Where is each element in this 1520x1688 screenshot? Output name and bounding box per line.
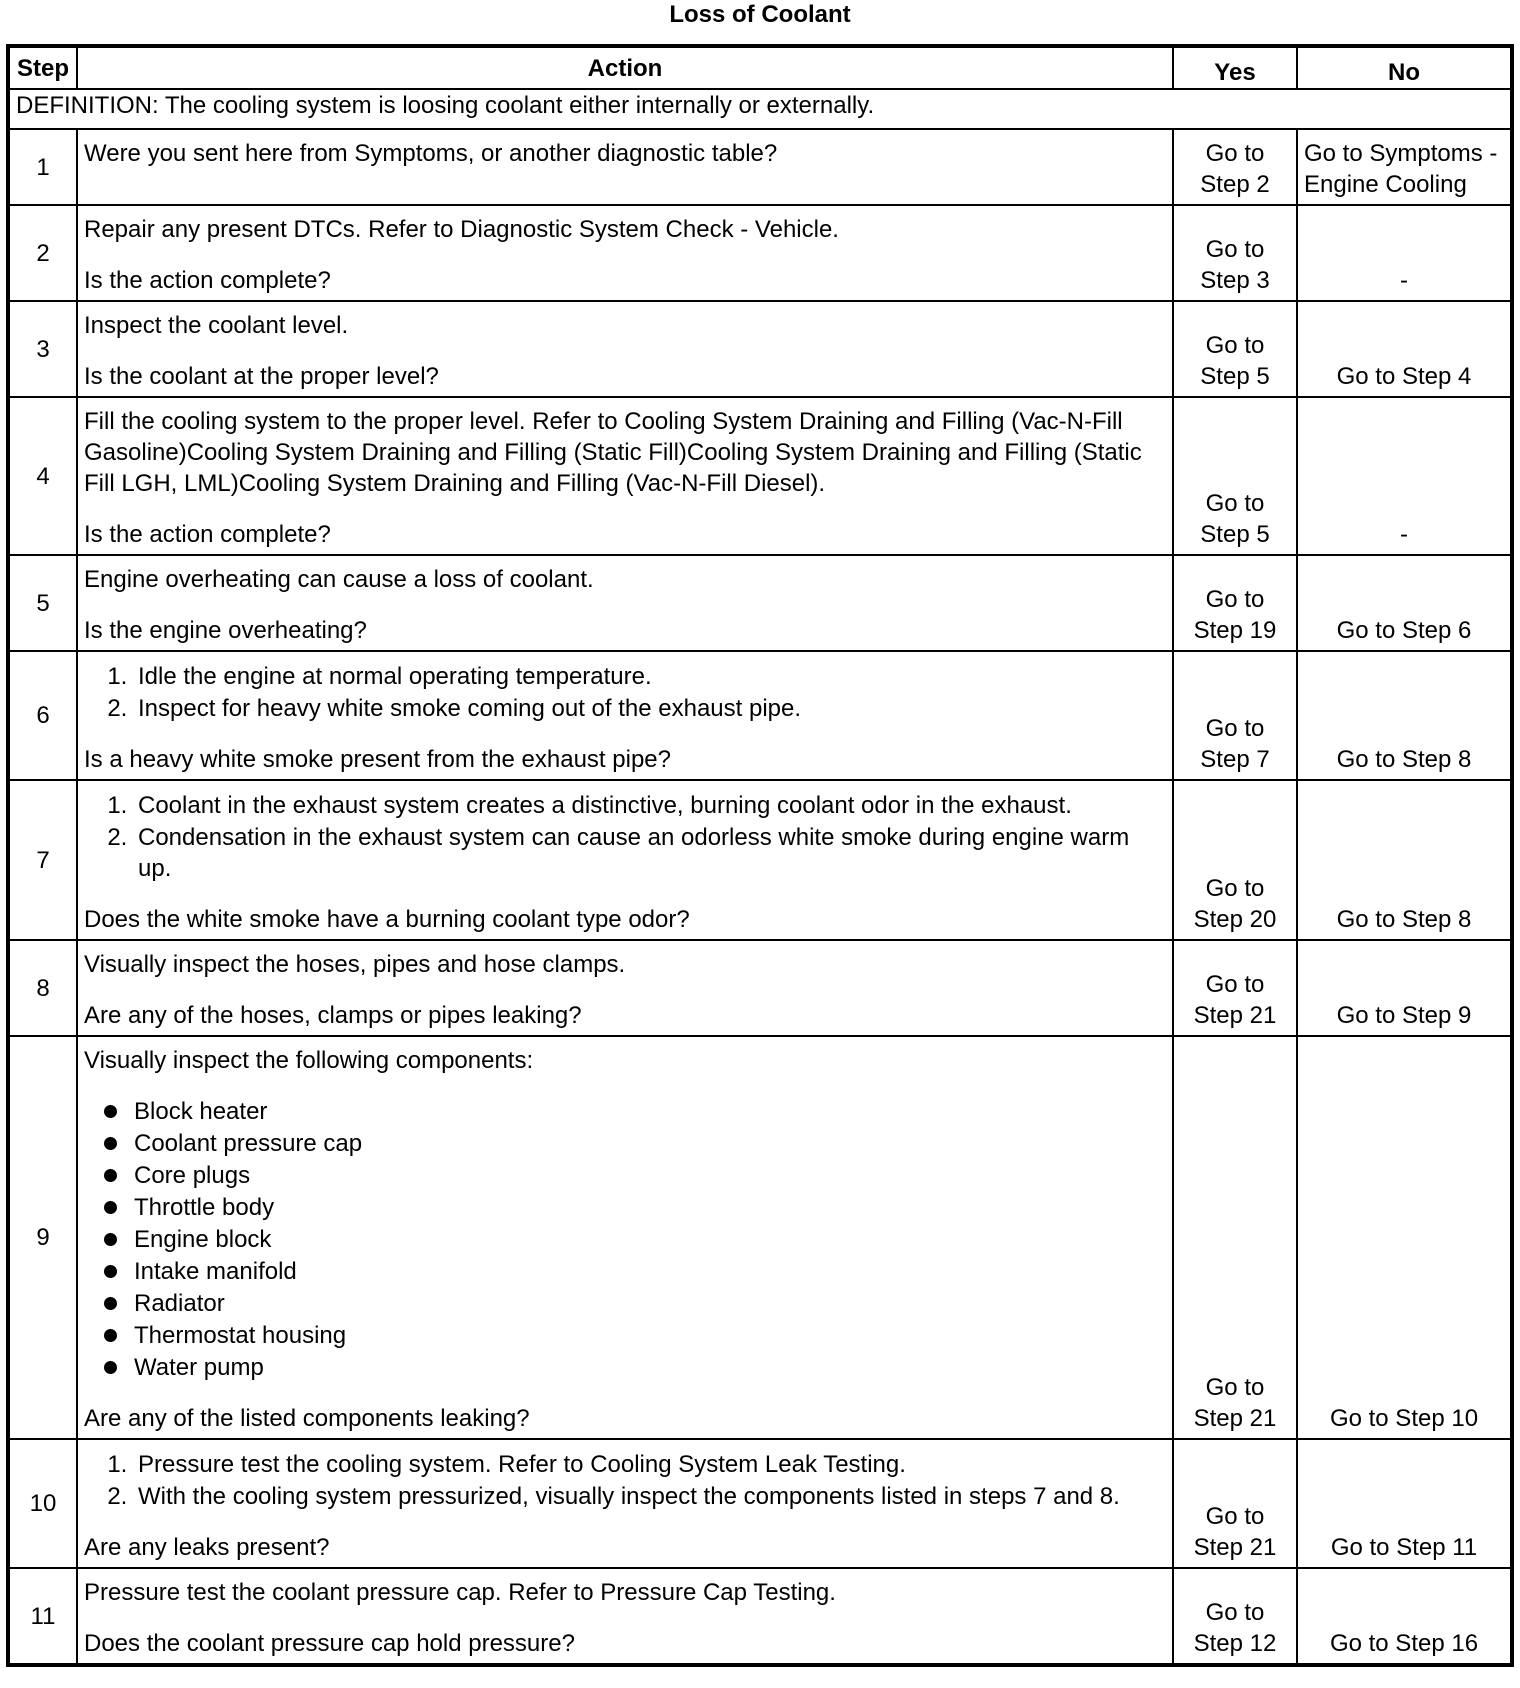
action-question: Are any leaks present? xyxy=(84,1534,330,1561)
page-title: Loss of Coolant xyxy=(669,1,851,28)
action-text: Visually inspect the hoses, pipes and hose clamps. xyxy=(84,951,626,978)
table-row xyxy=(8,301,1512,397)
action-text: Engine overheating can cause a loss of coolant. xyxy=(84,566,594,593)
list-item: Block heater xyxy=(134,1096,1166,1127)
action-cell xyxy=(77,1439,1173,1568)
no-cell: Go to Step 9 xyxy=(1297,940,1512,1036)
step-number: 7 xyxy=(8,780,77,940)
action-question: Does the coolant pressure cap hold pressure? xyxy=(84,1630,575,1657)
action-cell xyxy=(77,555,1173,651)
step-number: 3 xyxy=(8,301,77,397)
list-item: Intake manifold xyxy=(134,1256,1166,1287)
action-question: Are any of the listed components leaking? xyxy=(84,1405,530,1432)
action-question: Is the action complete? xyxy=(84,267,331,294)
action-question: Does the white smoke have a burning coolant type odor? xyxy=(84,906,690,933)
table-row xyxy=(8,780,1512,940)
step-number: 6 xyxy=(8,651,77,780)
step-number: 9 xyxy=(8,1036,77,1439)
action-text: Pressure test the coolant pressure cap. Refer to Pressure Cap Testing. xyxy=(84,1579,836,1606)
action-cell xyxy=(77,780,1173,940)
action-text: Inspect the coolant level. xyxy=(84,312,349,339)
yes-cell: Go to Step 21 xyxy=(1173,1439,1297,1568)
yes-cell: Go to Step 5 xyxy=(1173,301,1297,397)
yes-cell: Go to Step 12 xyxy=(1173,1568,1297,1665)
action-question: Are any of the hoses, clamps or pipes leaking? xyxy=(84,1002,582,1029)
definition-text: DEFINITION: The cooling system is loosing coolant either internally or externally. xyxy=(8,89,1512,129)
table-row xyxy=(8,1568,1512,1665)
header-action: Action xyxy=(77,46,1173,89)
action-text: Fill the cooling system to the proper level. Refer to Cooling System Draining and Filling (Vac-N-Fill Gasoline)Cooling System Draining and Filling (Static Fill)Cooling System Draining and Filling (Static Fill LGH, LML)Cooling System Draining and Filling (Vac-N-Fill Diesel). xyxy=(84,408,1142,497)
no-cell: - xyxy=(1297,397,1512,555)
table-row xyxy=(8,940,1512,1036)
yes-cell: Go to Step 7 xyxy=(1173,651,1297,780)
no-cell: Go to Step 8 xyxy=(1297,780,1512,940)
yes-cell: Go to Step 3 xyxy=(1173,205,1297,301)
action-list xyxy=(84,1449,1166,1512)
step-number: 8 xyxy=(8,940,77,1036)
list-item: Coolant pressure cap xyxy=(134,1128,1166,1159)
component-list xyxy=(84,1096,1166,1383)
table-row xyxy=(8,1439,1512,1568)
list-item: Thermostat housing xyxy=(134,1320,1166,1351)
no-cell: Go to Step 4 xyxy=(1297,301,1512,397)
action-cell xyxy=(77,940,1173,1036)
list-item: 2. With the cooling system pressurized, visually inspect the components listed in steps 7 and 8. xyxy=(134,1481,1166,1512)
step-number: 10 xyxy=(8,1439,77,1568)
list-item: Water pump xyxy=(134,1352,1166,1383)
yes-cell: Go to Step 19 xyxy=(1173,555,1297,651)
action-cell xyxy=(77,651,1173,780)
list-item: Throttle body xyxy=(134,1192,1166,1223)
action-text: Were you sent here from Symptoms, or another diagnostic table? xyxy=(84,140,778,167)
no-cell: Go to Step 16 xyxy=(1297,1568,1512,1665)
action-cell xyxy=(77,301,1173,397)
list-item: 1. Idle the engine at normal operating temperature. xyxy=(134,661,1166,692)
no-cell: Go to Step 10 xyxy=(1297,1036,1512,1439)
step-number: 1 xyxy=(8,129,77,205)
table-row xyxy=(8,205,1512,301)
header-step: Step xyxy=(8,46,77,89)
no-cell: - xyxy=(1297,205,1512,301)
table-row xyxy=(8,129,1512,205)
action-cell xyxy=(77,1036,1173,1439)
action-question: Is the coolant at the proper level? xyxy=(84,363,439,390)
table-row xyxy=(8,1036,1512,1439)
list-item: 2. Inspect for heavy white smoke coming out of the exhaust pipe. xyxy=(134,693,1166,724)
list-item: 2. Condensation in the exhaust system can cause an odorless white smoke during engine warm up. xyxy=(134,822,1166,884)
no-cell: Go to Symptoms - Engine Cooling xyxy=(1297,129,1512,205)
action-text: Repair any present DTCs. Refer to Diagnostic System Check - Vehicle. xyxy=(84,216,839,243)
header-yes: Yes xyxy=(1173,46,1297,89)
no-cell: Go to Step 11 xyxy=(1297,1439,1512,1568)
yes-cell: Go to Step 5 xyxy=(1173,397,1297,555)
table-header-row xyxy=(8,46,1512,89)
action-text: Visually inspect the following components: xyxy=(84,1047,534,1074)
action-cell xyxy=(77,397,1173,555)
no-cell: Go to Step 8 xyxy=(1297,651,1512,780)
yes-cell: Go to Step 2 xyxy=(1173,129,1297,205)
yes-cell: Go to Step 20 xyxy=(1173,780,1297,940)
action-list xyxy=(84,790,1166,884)
step-number: 11 xyxy=(8,1568,77,1665)
action-cell xyxy=(77,129,1173,205)
no-cell: Go to Step 6 xyxy=(1297,555,1512,651)
definition-row xyxy=(8,89,1512,129)
list-item: Radiator xyxy=(134,1288,1166,1319)
header-no: No xyxy=(1297,46,1512,89)
table-row xyxy=(8,651,1512,780)
action-cell xyxy=(77,1568,1173,1665)
list-item: 1. Coolant in the exhaust system creates a distinctive, burning coolant odor in the exhaust. xyxy=(134,790,1166,821)
yes-cell: Go to Step 21 xyxy=(1173,1036,1297,1439)
action-question: Is the action complete? xyxy=(84,521,331,548)
diagnostic-table xyxy=(6,44,1514,1667)
action-question: Is the engine overheating? xyxy=(84,617,367,644)
table-row xyxy=(8,397,1512,555)
list-item: Core plugs xyxy=(134,1160,1166,1191)
table-row xyxy=(8,555,1512,651)
list-item: Engine block xyxy=(134,1224,1166,1255)
step-number: 5 xyxy=(8,555,77,651)
action-question: Is a heavy white smoke present from the exhaust pipe? xyxy=(84,746,671,773)
list-item: 1. Pressure test the cooling system. Refer to Cooling System Leak Testing. xyxy=(134,1449,1166,1480)
step-number: 4 xyxy=(8,397,77,555)
action-cell xyxy=(77,205,1173,301)
action-list xyxy=(84,661,1166,724)
yes-cell: Go to Step 21 xyxy=(1173,940,1297,1036)
step-number: 2 xyxy=(8,205,77,301)
